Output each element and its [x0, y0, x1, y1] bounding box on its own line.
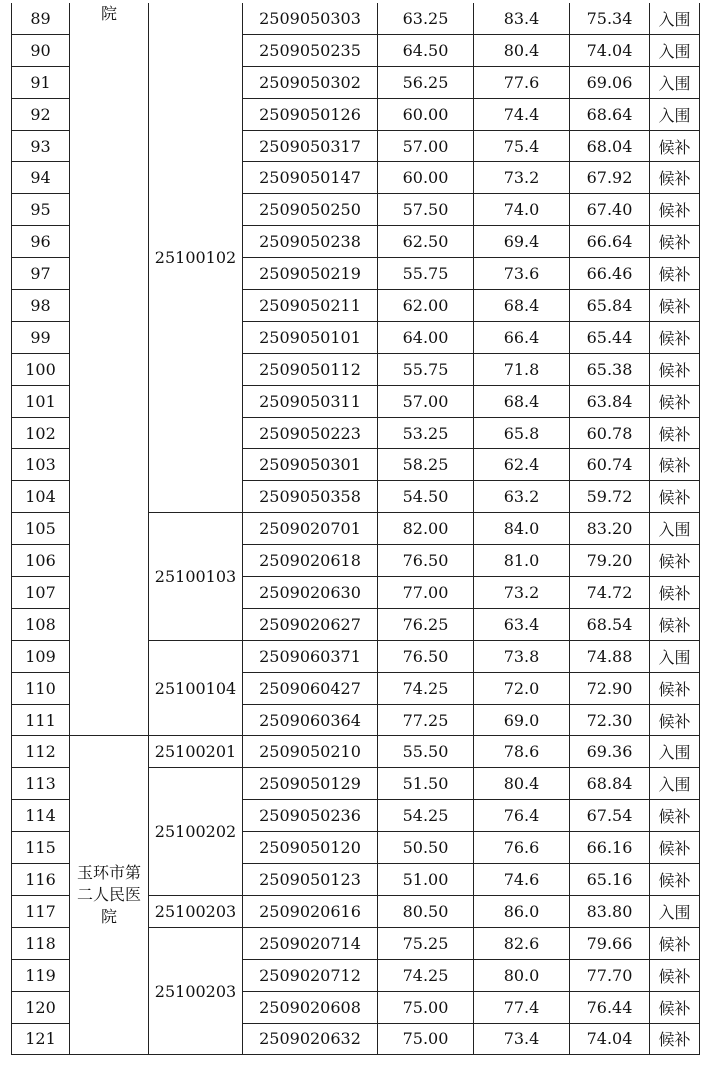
written-score-cell: 55.50: [378, 736, 474, 768]
result-cell: 候补: [650, 194, 700, 226]
interview-score-cell: 76.4: [474, 800, 570, 832]
interview-score-cell: 73.4: [474, 1023, 570, 1055]
written-score-cell: 55.75: [378, 353, 474, 385]
result-cell: 入围: [650, 513, 700, 545]
row-number-cell: 104: [12, 481, 70, 513]
interview-score-cell: 66.4: [474, 321, 570, 353]
row-number-cell: 121: [12, 1023, 70, 1055]
candidate-id-cell: 2509050211: [243, 290, 378, 322]
written-score-cell: 60.00: [378, 98, 474, 130]
candidate-id-cell: 2509050303: [243, 3, 378, 34]
candidate-id-cell: 2509050250: [243, 194, 378, 226]
candidate-id-cell: 2509020701: [243, 513, 378, 545]
position-code-cell: 25100104: [149, 640, 243, 736]
written-score-cell: 80.50: [378, 895, 474, 927]
written-score-cell: 56.25: [378, 66, 474, 98]
written-score-cell: 53.25: [378, 417, 474, 449]
candidate-id-cell: 2509050311: [243, 385, 378, 417]
result-cell: 入围: [650, 66, 700, 98]
candidate-id-cell: 2509050236: [243, 800, 378, 832]
result-cell: 候补: [650, 991, 700, 1023]
position-code-cell: 25100201: [149, 736, 243, 768]
written-score-cell: 54.25: [378, 800, 474, 832]
total-score-cell: 75.34: [570, 3, 650, 34]
candidate-id-cell: 2509050317: [243, 130, 378, 162]
total-score-cell: 65.44: [570, 321, 650, 353]
result-cell: 候补: [650, 832, 700, 864]
row-number-cell: 118: [12, 927, 70, 959]
candidate-id-cell: 2509050302: [243, 66, 378, 98]
row-number-cell: 95: [12, 194, 70, 226]
total-score-cell: 68.04: [570, 130, 650, 162]
candidate-id-cell: 2509050126: [243, 98, 378, 130]
row-number-cell: 98: [12, 290, 70, 322]
row-number-cell: 102: [12, 417, 70, 449]
interview-score-cell: 73.2: [474, 162, 570, 194]
candidate-id-cell: 2509050147: [243, 162, 378, 194]
candidate-id-cell: 2509020616: [243, 895, 378, 927]
written-score-cell: 50.50: [378, 832, 474, 864]
row-number-cell: 116: [12, 864, 70, 896]
interview-score-cell: 80.0: [474, 959, 570, 991]
row-number-cell: 94: [12, 162, 70, 194]
written-score-cell: 64.00: [378, 321, 474, 353]
written-score-cell: 60.00: [378, 162, 474, 194]
interview-score-cell: 71.8: [474, 353, 570, 385]
written-score-cell: 75.00: [378, 1023, 474, 1055]
row-number-cell: 107: [12, 577, 70, 609]
candidate-id-cell: 2509050223: [243, 417, 378, 449]
row-number-cell: 120: [12, 991, 70, 1023]
written-score-cell: 51.50: [378, 768, 474, 800]
score-table: [11, 3, 700, 1055]
total-score-cell: 83.20: [570, 513, 650, 545]
interview-score-cell: 76.6: [474, 832, 570, 864]
candidate-id-cell: 2509020618: [243, 545, 378, 577]
total-score-cell: 65.38: [570, 353, 650, 385]
row-number-cell: 117: [12, 895, 70, 927]
position-code-cell: 25100203: [149, 895, 243, 927]
result-cell: 候补: [650, 800, 700, 832]
interview-score-cell: 77.6: [474, 66, 570, 98]
total-score-cell: 67.54: [570, 800, 650, 832]
row-number-cell: 106: [12, 545, 70, 577]
interview-score-cell: 63.2: [474, 481, 570, 513]
result-cell: 入围: [650, 34, 700, 66]
written-score-cell: 82.00: [378, 513, 474, 545]
written-score-cell: 74.25: [378, 959, 474, 991]
candidate-id-cell: 2509020632: [243, 1023, 378, 1055]
written-score-cell: 75.25: [378, 927, 474, 959]
candidate-id-cell: 2509020627: [243, 608, 378, 640]
interview-score-cell: 68.4: [474, 290, 570, 322]
score-table-body: [12, 3, 700, 1055]
interview-score-cell: 62.4: [474, 449, 570, 481]
result-cell: 入围: [650, 640, 700, 672]
candidate-id-cell: 2509020608: [243, 991, 378, 1023]
written-score-cell: 55.75: [378, 258, 474, 290]
interview-score-cell: 63.4: [474, 608, 570, 640]
row-number-cell: 112: [12, 736, 70, 768]
unit-name-cell: 玉环市第二人民医院: [70, 736, 149, 1055]
total-score-cell: 65.16: [570, 864, 650, 896]
candidate-id-cell: 2509050123: [243, 864, 378, 896]
table-row: [12, 3, 700, 34]
candidate-id-cell: 2509050120: [243, 832, 378, 864]
table-row: [12, 736, 700, 768]
total-score-cell: 68.84: [570, 768, 650, 800]
row-number-cell: 111: [12, 704, 70, 736]
result-cell: 入围: [650, 98, 700, 130]
candidate-id-cell: 2509020712: [243, 959, 378, 991]
interview-score-cell: 83.4: [474, 3, 570, 34]
interview-score-cell: 73.6: [474, 258, 570, 290]
total-score-cell: 65.84: [570, 290, 650, 322]
interview-score-cell: 74.4: [474, 98, 570, 130]
written-score-cell: 62.00: [378, 290, 474, 322]
result-cell: 候补: [650, 704, 700, 736]
interview-score-cell: 73.2: [474, 577, 570, 609]
candidate-id-cell: 2509050238: [243, 226, 378, 258]
row-number-cell: 90: [12, 34, 70, 66]
written-score-cell: 57.00: [378, 385, 474, 417]
candidate-id-cell: 2509020714: [243, 927, 378, 959]
row-number-cell: 93: [12, 130, 70, 162]
written-score-cell: 76.25: [378, 608, 474, 640]
total-score-cell: 60.74: [570, 449, 650, 481]
total-score-cell: 74.88: [570, 640, 650, 672]
total-score-cell: 83.80: [570, 895, 650, 927]
result-cell: 入围: [650, 768, 700, 800]
result-cell: 候补: [650, 577, 700, 609]
total-score-cell: 68.54: [570, 608, 650, 640]
row-number-cell: 92: [12, 98, 70, 130]
result-cell: 候补: [650, 864, 700, 896]
position-code-cell: 25100202: [149, 768, 243, 896]
interview-score-cell: 73.8: [474, 640, 570, 672]
interview-score-cell: 69.0: [474, 704, 570, 736]
position-code-cell: 25100102: [149, 3, 243, 513]
total-score-cell: 69.36: [570, 736, 650, 768]
written-score-cell: 76.50: [378, 640, 474, 672]
written-score-cell: 76.50: [378, 545, 474, 577]
result-cell: 入围: [650, 3, 700, 34]
written-score-cell: 57.50: [378, 194, 474, 226]
total-score-cell: 79.66: [570, 927, 650, 959]
interview-score-cell: 82.6: [474, 927, 570, 959]
candidate-id-cell: 2509020630: [243, 577, 378, 609]
position-code-cell: 25100103: [149, 513, 243, 641]
written-score-cell: 51.00: [378, 864, 474, 896]
row-number-cell: 113: [12, 768, 70, 800]
written-score-cell: 64.50: [378, 34, 474, 66]
result-cell: 候补: [650, 959, 700, 991]
total-score-cell: 66.16: [570, 832, 650, 864]
total-score-cell: 76.44: [570, 991, 650, 1023]
row-number-cell: 110: [12, 672, 70, 704]
total-score-cell: 67.92: [570, 162, 650, 194]
result-cell: 候补: [650, 353, 700, 385]
result-cell: 候补: [650, 162, 700, 194]
candidate-id-cell: 2509050219: [243, 258, 378, 290]
result-cell: 候补: [650, 226, 700, 258]
row-number-cell: 109: [12, 640, 70, 672]
interview-score-cell: 69.4: [474, 226, 570, 258]
candidate-id-cell: 2509050301: [243, 449, 378, 481]
row-number-cell: 105: [12, 513, 70, 545]
total-score-cell: 72.30: [570, 704, 650, 736]
row-number-cell: 89: [12, 3, 70, 34]
total-score-cell: 72.90: [570, 672, 650, 704]
total-score-cell: 63.84: [570, 385, 650, 417]
total-score-cell: 79.20: [570, 545, 650, 577]
written-score-cell: 74.25: [378, 672, 474, 704]
total-score-cell: 59.72: [570, 481, 650, 513]
candidate-id-cell: 2509050235: [243, 34, 378, 66]
candidate-id-cell: 2509050358: [243, 481, 378, 513]
total-score-cell: 69.06: [570, 66, 650, 98]
written-score-cell: 54.50: [378, 481, 474, 513]
total-score-cell: 74.72: [570, 577, 650, 609]
interview-score-cell: 84.0: [474, 513, 570, 545]
result-cell: 候补: [650, 545, 700, 577]
result-cell: 候补: [650, 1023, 700, 1055]
result-cell: 入围: [650, 736, 700, 768]
interview-score-cell: 72.0: [474, 672, 570, 704]
candidate-id-cell: 2509050210: [243, 736, 378, 768]
interview-score-cell: 68.4: [474, 385, 570, 417]
result-cell: 候补: [650, 608, 700, 640]
result-cell: 候补: [650, 449, 700, 481]
result-cell: 候补: [650, 417, 700, 449]
result-cell: 候补: [650, 481, 700, 513]
row-number-cell: 101: [12, 385, 70, 417]
total-score-cell: 66.64: [570, 226, 650, 258]
written-score-cell: 63.25: [378, 3, 474, 34]
result-cell: 候补: [650, 385, 700, 417]
written-score-cell: 77.25: [378, 704, 474, 736]
total-score-cell: 77.70: [570, 959, 650, 991]
row-number-cell: 108: [12, 608, 70, 640]
total-score-cell: 74.04: [570, 34, 650, 66]
interview-score-cell: 81.0: [474, 545, 570, 577]
candidate-id-cell: 2509050129: [243, 768, 378, 800]
written-score-cell: 57.00: [378, 130, 474, 162]
written-score-cell: 77.00: [378, 577, 474, 609]
interview-score-cell: 86.0: [474, 895, 570, 927]
result-cell: 候补: [650, 290, 700, 322]
interview-score-cell: 65.8: [474, 417, 570, 449]
result-cell: 候补: [650, 258, 700, 290]
row-number-cell: 114: [12, 800, 70, 832]
total-score-cell: 74.04: [570, 1023, 650, 1055]
written-score-cell: 58.25: [378, 449, 474, 481]
result-cell: 入围: [650, 895, 700, 927]
written-score-cell: 62.50: [378, 226, 474, 258]
row-number-cell: 103: [12, 449, 70, 481]
total-score-cell: 60.78: [570, 417, 650, 449]
total-score-cell: 67.40: [570, 194, 650, 226]
candidate-id-cell: 2509060427: [243, 672, 378, 704]
row-number-cell: 96: [12, 226, 70, 258]
row-number-cell: 97: [12, 258, 70, 290]
total-score-cell: 68.64: [570, 98, 650, 130]
candidate-id-cell: 2509050101: [243, 321, 378, 353]
interview-score-cell: 77.4: [474, 991, 570, 1023]
interview-score-cell: 78.6: [474, 736, 570, 768]
row-number-cell: 100: [12, 353, 70, 385]
total-score-cell: 66.46: [570, 258, 650, 290]
interview-score-cell: 74.0: [474, 194, 570, 226]
result-cell: 候补: [650, 672, 700, 704]
written-score-cell: 75.00: [378, 991, 474, 1023]
interview-score-cell: 80.4: [474, 34, 570, 66]
position-code-cell: 25100203: [149, 927, 243, 1055]
candidate-id-cell: 2509060364: [243, 704, 378, 736]
unit-name-cell: 院: [70, 3, 149, 736]
candidate-id-cell: 2509050112: [243, 353, 378, 385]
result-cell: 候补: [650, 927, 700, 959]
interview-score-cell: 74.6: [474, 864, 570, 896]
row-number-cell: 119: [12, 959, 70, 991]
result-cell: 候补: [650, 130, 700, 162]
row-number-cell: 115: [12, 832, 70, 864]
interview-score-cell: 80.4: [474, 768, 570, 800]
interview-score-cell: 75.4: [474, 130, 570, 162]
result-cell: 候补: [650, 321, 700, 353]
row-number-cell: 99: [12, 321, 70, 353]
row-number-cell: 91: [12, 66, 70, 98]
candidate-id-cell: 2509060371: [243, 640, 378, 672]
